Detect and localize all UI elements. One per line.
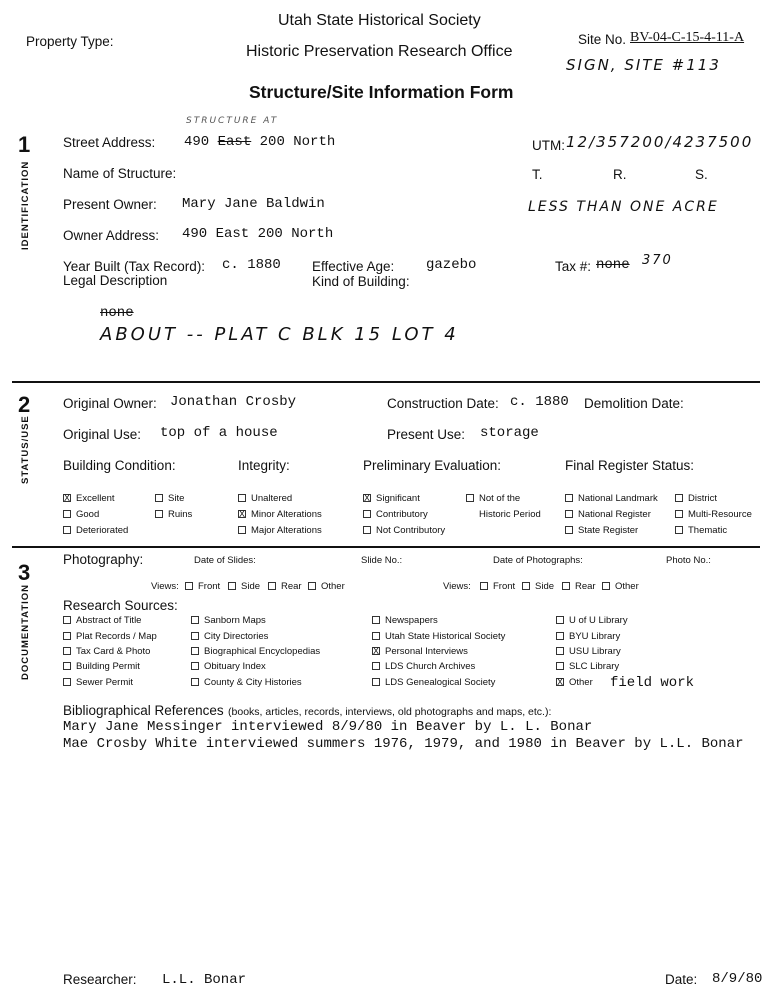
year-built-label: Year Built (Tax Record): bbox=[63, 259, 206, 274]
checkbox-mark bbox=[63, 510, 71, 518]
checkbox-site[interactable] bbox=[155, 493, 184, 504]
checkbox-significant[interactable] bbox=[363, 493, 420, 504]
checkbox-tax-card[interactable] bbox=[63, 646, 150, 657]
demolition-date-label: Demolition Date: bbox=[584, 396, 684, 411]
researcher-value: L.L. Bonar bbox=[162, 972, 247, 988]
legal-struck: none bbox=[100, 305, 134, 321]
checkbox-ruins[interactable] bbox=[155, 509, 192, 520]
bibliographical-references-note: (books, articles, records, interviews, old photographs and maps, etc.): bbox=[228, 706, 552, 718]
checkbox-mark bbox=[372, 662, 380, 670]
checkbox-label: Personal Interviews bbox=[385, 646, 468, 657]
bibliographical-references-heading bbox=[63, 702, 551, 720]
checkbox-mark bbox=[565, 510, 573, 518]
checkbox-abstract-of-title[interactable] bbox=[63, 615, 141, 626]
checkbox-mark bbox=[602, 582, 610, 590]
checkbox-label: Ruins bbox=[168, 509, 193, 520]
checkbox-label: Building Permit bbox=[76, 661, 140, 672]
checkbox-label: LDS Genealogical Society bbox=[385, 677, 496, 688]
date-of-photographs-label: Date of Photographs: bbox=[493, 555, 583, 566]
checkbox-label: Site bbox=[168, 493, 185, 504]
checkbox-label: Tax Card & Photo bbox=[76, 646, 151, 657]
tax-number-struck: none bbox=[596, 257, 630, 273]
checkbox-mark bbox=[191, 678, 199, 686]
checkbox-mark bbox=[268, 582, 276, 590]
utm-value: 12/357200/4237500 bbox=[566, 133, 754, 151]
checkbox-label: Sewer Permit bbox=[76, 677, 134, 688]
checkbox-label: LDS Church Archives bbox=[385, 661, 476, 672]
township-label: T. bbox=[532, 167, 543, 182]
checkbox-deteriorated[interactable] bbox=[63, 525, 128, 536]
date-label: Date: bbox=[665, 972, 698, 987]
checkbox-slc-library[interactable] bbox=[556, 661, 619, 672]
checkbox-lds-church-archives[interactable] bbox=[372, 661, 475, 672]
checkbox-mark bbox=[228, 582, 236, 590]
checkbox-thematic[interactable] bbox=[675, 525, 727, 536]
checkbox-not-contributory[interactable] bbox=[363, 525, 445, 536]
checkbox-label: National Landmark bbox=[578, 493, 658, 504]
checkbox-mark bbox=[556, 616, 564, 624]
checkbox-label: Rear bbox=[575, 581, 596, 592]
checkbox-lds-genealogical-society[interactable] bbox=[372, 677, 495, 688]
checkbox-mark bbox=[191, 632, 199, 640]
checkbox-label: Unaltered bbox=[251, 493, 293, 504]
checkbox-label: Abstract of Title bbox=[76, 615, 142, 626]
form-title: Structure/Site Information Form bbox=[249, 82, 514, 102]
checkbox-label: Deteriorated bbox=[76, 525, 129, 536]
checkbox-label: Obituary Index bbox=[204, 661, 266, 672]
checkbox-label: National Register bbox=[578, 509, 651, 520]
checkbox-mark bbox=[191, 616, 199, 624]
org-name: Utah State Historical Society bbox=[278, 12, 481, 29]
checkbox-multi-resource[interactable] bbox=[675, 509, 752, 520]
checkbox-mark bbox=[556, 647, 564, 655]
checkbox-mark bbox=[522, 582, 530, 590]
checkbox-mark bbox=[675, 526, 683, 534]
checkbox-mark bbox=[363, 526, 371, 534]
checkbox-mark bbox=[63, 662, 71, 670]
original-use-value: top of a house bbox=[160, 425, 278, 441]
construction-date-value: c. 1880 bbox=[510, 394, 569, 410]
checkbox-district[interactable] bbox=[675, 493, 717, 504]
street-address-value bbox=[184, 134, 335, 150]
site-no-label: Site No. bbox=[578, 32, 627, 47]
checkbox-label: Good bbox=[76, 509, 100, 520]
checkbox-label: Plat Records / Map bbox=[76, 631, 157, 642]
checkbox-label: Other bbox=[321, 581, 345, 592]
checkbox-usu-library[interactable] bbox=[556, 646, 621, 657]
checkbox-label: SLC Library bbox=[569, 661, 620, 672]
biblio-line-1: Mary Jane Messinger interviewed 8/9/80 in Beaver by L. L. Bonar bbox=[63, 719, 593, 735]
checkbox-byu-library[interactable] bbox=[556, 631, 620, 642]
checkbox-sewer-permit[interactable] bbox=[63, 677, 133, 688]
utm-label: UTM: bbox=[532, 138, 565, 153]
street-number: 490 bbox=[184, 134, 210, 150]
checkbox-mark bbox=[675, 510, 683, 518]
section-label-status-use: STATUS/USE bbox=[20, 415, 31, 484]
checkbox-label: Front bbox=[493, 581, 516, 592]
checkbox-state-register[interactable] bbox=[565, 525, 638, 536]
checkbox-slide-front[interactable] bbox=[185, 581, 220, 592]
checkbox-national-register[interactable] bbox=[565, 509, 651, 520]
present-use-label: Present Use: bbox=[387, 427, 466, 442]
checkbox-mark bbox=[372, 678, 380, 686]
section-divider-2 bbox=[12, 546, 760, 548]
checkbox-mark bbox=[675, 494, 683, 502]
checkbox-mark bbox=[562, 582, 570, 590]
checkbox-label: Biographical Encyclopedias bbox=[204, 646, 321, 657]
checkbox-photo-rear[interactable] bbox=[562, 581, 596, 592]
checkbox-label: Rear bbox=[281, 581, 302, 592]
checkbox-label: Side bbox=[535, 581, 555, 592]
checkbox-slide-rear[interactable] bbox=[268, 581, 302, 592]
slide-no-label: Slide No.: bbox=[361, 555, 403, 566]
not-of-historic-period-line2: Historic Period bbox=[479, 509, 541, 520]
other-source-value: field work bbox=[610, 675, 695, 691]
checkbox-label: Not of the bbox=[479, 493, 521, 504]
legal-description-label: Legal Description bbox=[63, 273, 168, 288]
property-type-label: Property Type: bbox=[26, 34, 114, 49]
present-use-value: storage bbox=[480, 425, 539, 441]
checkbox-mark bbox=[372, 616, 380, 624]
checkbox-label: U of U Library bbox=[569, 615, 628, 626]
checkbox-mark bbox=[155, 510, 163, 518]
checkbox-mark: X bbox=[64, 493, 71, 504]
checkbox-mark: X bbox=[373, 646, 380, 657]
checkbox-slide-other[interactable] bbox=[308, 581, 345, 592]
kind-of-building-label: Kind of Building: bbox=[312, 274, 410, 289]
checkbox-label: City Directories bbox=[204, 631, 269, 642]
checkbox-good[interactable] bbox=[63, 509, 99, 520]
final-register-label: Final Register Status: bbox=[565, 458, 695, 473]
date-of-slides-label: Date of Slides: bbox=[194, 555, 256, 566]
checkbox-major-alterations[interactable] bbox=[238, 525, 322, 536]
photography-label: Photography: bbox=[63, 552, 144, 567]
checkbox-label: Side bbox=[241, 581, 261, 592]
views-label-photos: Views: bbox=[443, 581, 471, 592]
original-use-label: Original Use: bbox=[63, 427, 142, 442]
checkbox-label: USU Library bbox=[569, 646, 621, 657]
date-value: 8/9/80 bbox=[712, 971, 763, 987]
researcher-label: Researcher: bbox=[63, 972, 137, 987]
research-sources-label: Research Sources: bbox=[63, 598, 178, 613]
checkbox-mark bbox=[363, 510, 371, 518]
checkbox-mark bbox=[63, 632, 71, 640]
views-label-slides: Views: bbox=[151, 581, 179, 592]
street-struck-word: East bbox=[217, 134, 252, 150]
effective-age-label: Effective Age: bbox=[312, 259, 395, 274]
section-label: S. bbox=[695, 167, 708, 182]
checkbox-minor-alterations[interactable] bbox=[238, 509, 322, 520]
checkbox-label: Significant bbox=[376, 493, 420, 504]
checkbox-label: Thematic bbox=[688, 525, 728, 536]
effective-age-value: gazebo bbox=[426, 257, 477, 273]
site-note: SIGN, SITE #113 bbox=[566, 56, 721, 74]
checkbox-slide-side[interactable] bbox=[228, 581, 260, 592]
checkbox-label: Major Alterations bbox=[251, 525, 322, 536]
checkbox-label: Excellent bbox=[76, 493, 115, 504]
checkbox-photo-side[interactable] bbox=[522, 581, 554, 592]
bibliographical-references-label: Bibliographical References bbox=[63, 703, 224, 718]
legal-description-value: ABOUT -- PLAT C BLK 15 LOT 4 bbox=[100, 324, 459, 345]
checkbox-mark bbox=[565, 526, 573, 534]
checkbox-mark bbox=[191, 647, 199, 655]
checkbox-newspapers[interactable] bbox=[372, 615, 438, 626]
checkbox-photo-other[interactable] bbox=[602, 581, 639, 592]
site-no-value: BV-04-C-15-4-11-A bbox=[630, 30, 745, 45]
checkbox-unaltered[interactable] bbox=[238, 493, 292, 504]
structure-name-label: Name of Structure: bbox=[63, 166, 177, 181]
checkbox-mark bbox=[238, 526, 246, 534]
checkbox-contributory[interactable] bbox=[363, 509, 428, 520]
checkbox-other[interactable] bbox=[556, 677, 593, 688]
checkbox-obituary-index[interactable] bbox=[191, 661, 266, 672]
original-owner-label: Original Owner: bbox=[63, 396, 157, 411]
checkbox-mark bbox=[565, 494, 573, 502]
checkbox-excellent[interactable] bbox=[63, 493, 115, 504]
checkbox-mark bbox=[480, 582, 488, 590]
checkbox-u-of-u-library[interactable] bbox=[556, 615, 628, 626]
original-owner-value: Jonathan Crosby bbox=[170, 394, 297, 410]
year-built-value: c. 1880 bbox=[222, 257, 281, 273]
owner-address-value: 490 East 200 North bbox=[182, 226, 334, 242]
checkbox-label: Contributory bbox=[376, 509, 428, 520]
checkbox-label: Multi-Resource bbox=[688, 509, 752, 520]
checkbox-photo-front[interactable] bbox=[480, 581, 515, 592]
checkbox-mark bbox=[238, 494, 246, 502]
tax-number-value: 370 bbox=[642, 253, 673, 268]
checkbox-mark bbox=[191, 662, 199, 670]
checkbox-mark: X bbox=[364, 493, 371, 504]
checkbox-national-landmark[interactable] bbox=[565, 493, 658, 504]
checkbox-label: Minor Alterations bbox=[251, 509, 322, 520]
street-rest: 200 North bbox=[259, 134, 336, 150]
checkbox-label: BYU Library bbox=[569, 631, 621, 642]
office-name: Historic Preservation Research Office bbox=[246, 43, 513, 60]
checkbox-mark: X bbox=[239, 509, 246, 520]
checkbox-biographical-encyclopedias[interactable] bbox=[191, 646, 320, 657]
section-number-3: 3 bbox=[18, 560, 31, 585]
section-divider-1 bbox=[12, 381, 760, 383]
checkbox-label: Other bbox=[615, 581, 639, 592]
biblio-line-2: Mae Crosby White interviewed summers 1976, 1979, and 1980 in Beaver by L.L. Bonar bbox=[63, 736, 744, 752]
building-condition-label: Building Condition: bbox=[63, 458, 176, 473]
checkbox-sanborn-maps[interactable] bbox=[191, 615, 266, 626]
tax-number-label: Tax #: bbox=[555, 259, 592, 274]
street-note: STRUCTURE AT bbox=[186, 116, 279, 126]
checkbox-label: County & City Histories bbox=[204, 677, 302, 688]
checkbox-mark bbox=[155, 494, 163, 502]
checkbox-label: Front bbox=[198, 581, 221, 592]
checkbox-mark bbox=[308, 582, 316, 590]
checkbox-plat-records[interactable] bbox=[63, 631, 157, 642]
checkbox-mark bbox=[372, 632, 380, 640]
checkbox-label: Newspapers bbox=[385, 615, 438, 626]
section-label-identification: IDENTIFICATION bbox=[20, 160, 31, 250]
checkbox-mark bbox=[556, 632, 564, 640]
checkbox-mark bbox=[63, 526, 71, 534]
present-owner-value: Mary Jane Baldwin bbox=[182, 196, 325, 212]
checkbox-label: Sanborn Maps bbox=[204, 615, 266, 626]
range-label: R. bbox=[613, 167, 627, 182]
checkbox-mark bbox=[63, 616, 71, 624]
section-number-2: 2 bbox=[18, 392, 31, 417]
checkbox-personal-interviews[interactable] bbox=[372, 646, 468, 657]
integrity-label: Integrity: bbox=[238, 458, 290, 473]
checkbox-label: District bbox=[688, 493, 718, 504]
owner-address-label: Owner Address: bbox=[63, 228, 160, 243]
section-label-documentation: DOCUMENTATION bbox=[20, 583, 31, 680]
checkbox-building-permit[interactable] bbox=[63, 661, 140, 672]
photo-no-label: Photo No.: bbox=[666, 555, 711, 566]
checkbox-mark bbox=[63, 678, 71, 686]
checkbox-label: Utah State Historical Society bbox=[385, 631, 506, 642]
street-address-label: Street Address: bbox=[63, 135, 156, 150]
checkbox-label: Other bbox=[569, 677, 593, 688]
checkbox-mark: X bbox=[557, 677, 564, 688]
checkbox-mark bbox=[466, 494, 474, 502]
section-number-1: 1 bbox=[18, 132, 31, 157]
checkbox-label: Not Contributory bbox=[376, 525, 446, 536]
checkbox-not-of-historic-period[interactable] bbox=[466, 493, 520, 504]
checkbox-mark bbox=[185, 582, 193, 590]
checkbox-city-directories[interactable] bbox=[191, 631, 268, 642]
checkbox-label: State Register bbox=[578, 525, 639, 536]
checkbox-county-city-histories[interactable] bbox=[191, 677, 302, 688]
checkbox-utah-state-historical-society[interactable] bbox=[372, 631, 505, 642]
construction-date-label: Construction Date: bbox=[387, 396, 499, 411]
preliminary-evaluation-label: Preliminary Evaluation: bbox=[363, 458, 502, 473]
checkbox-mark bbox=[63, 647, 71, 655]
checkbox-mark bbox=[556, 662, 564, 670]
acre-note: LESS THAN ONE ACRE bbox=[528, 199, 719, 215]
present-owner-label: Present Owner: bbox=[63, 197, 157, 212]
